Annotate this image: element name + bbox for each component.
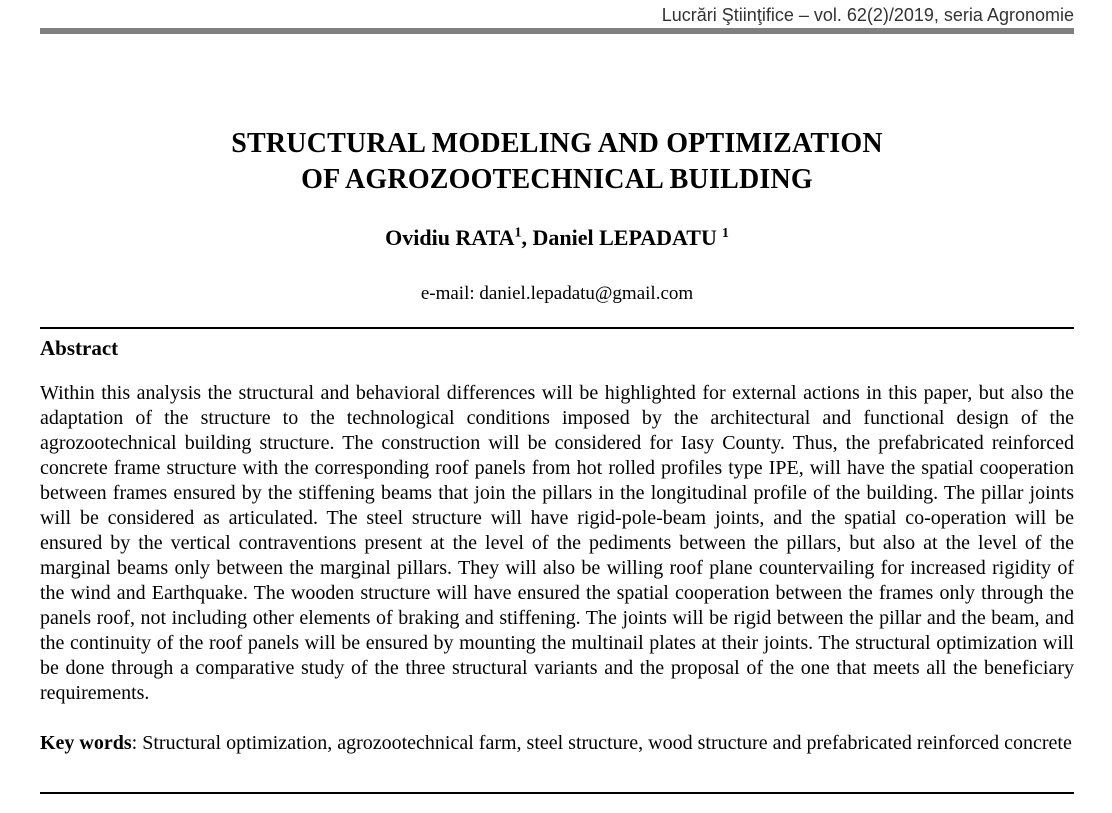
author-name-2: Daniel LEPADATU [532, 225, 717, 250]
keywords-label: Key words [40, 732, 132, 754]
footer-rule [40, 792, 1074, 794]
author-affiliation-mark-2: 1 [721, 225, 729, 241]
author-affiliation-mark-1: 1 [514, 225, 522, 241]
abstract-heading: Abstract [40, 336, 119, 360]
journal-header: Lucrări Ştiinţifice – vol. 62(2)/2019, seria Agronomie [661, 5, 1074, 25]
authors-line [40, 224, 1074, 252]
keywords-text: : Structural optimization, agrozootechnical farm, steel structure, wood structure and prefabricated reinforced concrete [131, 732, 1072, 754]
header-rule [40, 28, 1074, 34]
abstract-top-rule [40, 327, 1074, 329]
email-label: e-mail: [420, 283, 480, 304]
email-line [40, 282, 1074, 306]
paper-title-line1: STRUCTURAL MODELING AND OPTIMIZATION [231, 128, 883, 159]
paper-title [40, 126, 1074, 198]
keywords-line [40, 731, 1074, 756]
email-address: daniel.lepadatu@gmail.com [479, 283, 694, 304]
abstract-body: Within this analysis the structural and behavioral differences will be highlighted for external actions in this paper, but also the adaptation of the structure to the technological conditions imposed by the architectural and functional design of the agrozootechnical building structure. The construction will be considered for Iasy County. Thus, the prefabricated reinforced concrete frame structure with the corresponding roof panels from hot rolled profiles type IPE, will have the spatial cooperation between frames ensured by the stiffening beams that join the pillars in the longitudinal profile of the building. The pillar joints will be considered as articulated. The steel structure will have rigid-pole-beam joints, and the spatial co-operation will be ensured by the vertical contraventions present at the level of the pediments between the pillars, but also at the level of the marginal beams only between the marginal pillars. They will also be willing roof plane countervailing for increased rigidity of the wind and Earthquake. The wooden structure will have ensured the spatial cooperation between the frames only through the panels roof, not including other elements of braking and stiffening. The joints will be rigid between the pillar and the beam, and the continuity of the roof panels will be ensured by mounting the multinail plates at their joints. The structural optimization will be done through a comparative study of the three structural variants and the proposal of the one that meets all the beneficiary requirements. [40, 382, 1074, 704]
authors-separator: , [521, 225, 533, 250]
paper-title-line2: OF AGROZOOTECHNICAL BUILDING [301, 164, 813, 195]
author-name-1: Ovidiu RATA [385, 225, 515, 250]
